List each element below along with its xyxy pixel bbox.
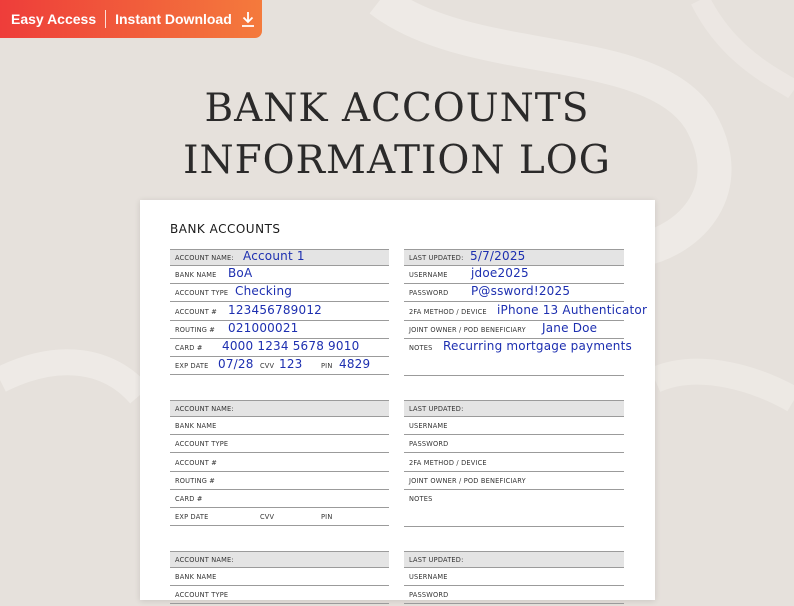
bank-name-row[interactable]: BANK NAME — [170, 569, 389, 586]
notes-value: Recurring mortgage payments — [443, 338, 632, 353]
account-name-row[interactable]: ACCOUNT NAME: — [170, 551, 389, 568]
account-number-row[interactable]: ACCOUNT # 123456789012 — [170, 304, 389, 321]
joint-owner-row[interactable]: JOINT OWNER / POD BENEFICIARY — [404, 473, 624, 490]
pin-value: 4829 — [339, 357, 371, 372]
password-row[interactable]: PASSWORD — [404, 436, 624, 453]
account-name-value: Account 1 — [243, 249, 305, 263]
password-row[interactable]: PASSWORD P@ssword!2025 — [404, 285, 624, 302]
sheet-heading: BANK ACCOUNTS — [170, 222, 281, 236]
username-row[interactable]: USERNAME — [404, 418, 624, 435]
password-value: P@ssword!2025 — [471, 284, 571, 299]
last-updated-row[interactable]: LAST UPDATED: — [404, 551, 624, 568]
notes-row[interactable]: NOTES Recurring mortgage payments — [404, 340, 624, 376]
account-name-row[interactable]: ACCOUNT NAME: — [170, 400, 389, 417]
log-sheet — [140, 200, 655, 600]
username-value: jdoe2025 — [471, 266, 529, 281]
twofa-value: iPhone 13 Authenticator — [497, 302, 648, 317]
account-name-row[interactable]: ACCOUNT NAME: Account 1 — [170, 249, 389, 266]
exp-date-value: 07/28 — [218, 357, 254, 372]
account-number-value: 123456789012 — [228, 302, 323, 317]
instant-download-label: Instant Download — [115, 11, 232, 27]
routing-row[interactable]: ROUTING # — [170, 473, 389, 490]
exp-row[interactable]: EXP DATE 07/28 CVV 123 PIN 4829 — [170, 358, 389, 375]
card-row[interactable]: CARD # 4000 1234 5678 9010 — [170, 340, 389, 357]
routing-value: 021000021 — [228, 320, 299, 335]
username-row[interactable]: USERNAME — [404, 569, 624, 586]
banner-divider — [105, 10, 106, 28]
promo-banner[interactable] — [0, 0, 262, 38]
bank-name-row[interactable]: BANK NAME BoA — [170, 267, 389, 284]
cvv-value: 123 — [279, 357, 303, 372]
last-updated-value: 5/7/2025 — [470, 249, 526, 263]
exp-row[interactable]: EXP DATE CVV PIN — [170, 509, 389, 526]
easy-access-label: Easy Access — [11, 11, 97, 27]
card-value: 4000 1234 5678 9010 — [222, 338, 360, 353]
page-title-line2: INFORMATION LOG — [183, 138, 611, 183]
last-updated-row[interactable]: LAST UPDATED: — [404, 400, 624, 417]
card-row[interactable]: CARD # — [170, 491, 389, 508]
account-type-row[interactable]: ACCOUNT TYPE — [170, 587, 389, 604]
routing-row[interactable]: ROUTING # 021000021 — [170, 322, 389, 339]
bank-name-value: BoA — [228, 266, 253, 281]
joint-owner-row[interactable]: JOINT OWNER / POD BENEFICIARY Jane Doe — [404, 322, 624, 339]
password-row[interactable]: PASSWORD — [404, 587, 624, 604]
notes-row[interactable]: NOTES — [404, 491, 624, 527]
joint-owner-value: Jane Doe — [542, 320, 598, 335]
last-updated-row[interactable]: LAST UPDATED: 5/7/2025 — [404, 249, 624, 266]
account-type-row[interactable]: ACCOUNT TYPE — [170, 436, 389, 453]
account-number-row[interactable]: ACCOUNT # — [170, 455, 389, 472]
account-type-value: Checking — [235, 284, 293, 299]
username-row[interactable]: USERNAME jdoe2025 — [404, 267, 624, 284]
page-title-line1: BANK ACCOUNTS — [204, 86, 590, 131]
twofa-row[interactable]: 2FA METHOD / DEVICE — [404, 455, 624, 472]
twofa-row[interactable]: 2FA METHOD / DEVICE iPhone 13 Authenticator — [404, 304, 624, 321]
download-icon — [241, 11, 255, 27]
bank-name-row[interactable]: BANK NAME — [170, 418, 389, 435]
account-type-row[interactable]: ACCOUNT TYPE Checking — [170, 285, 389, 302]
